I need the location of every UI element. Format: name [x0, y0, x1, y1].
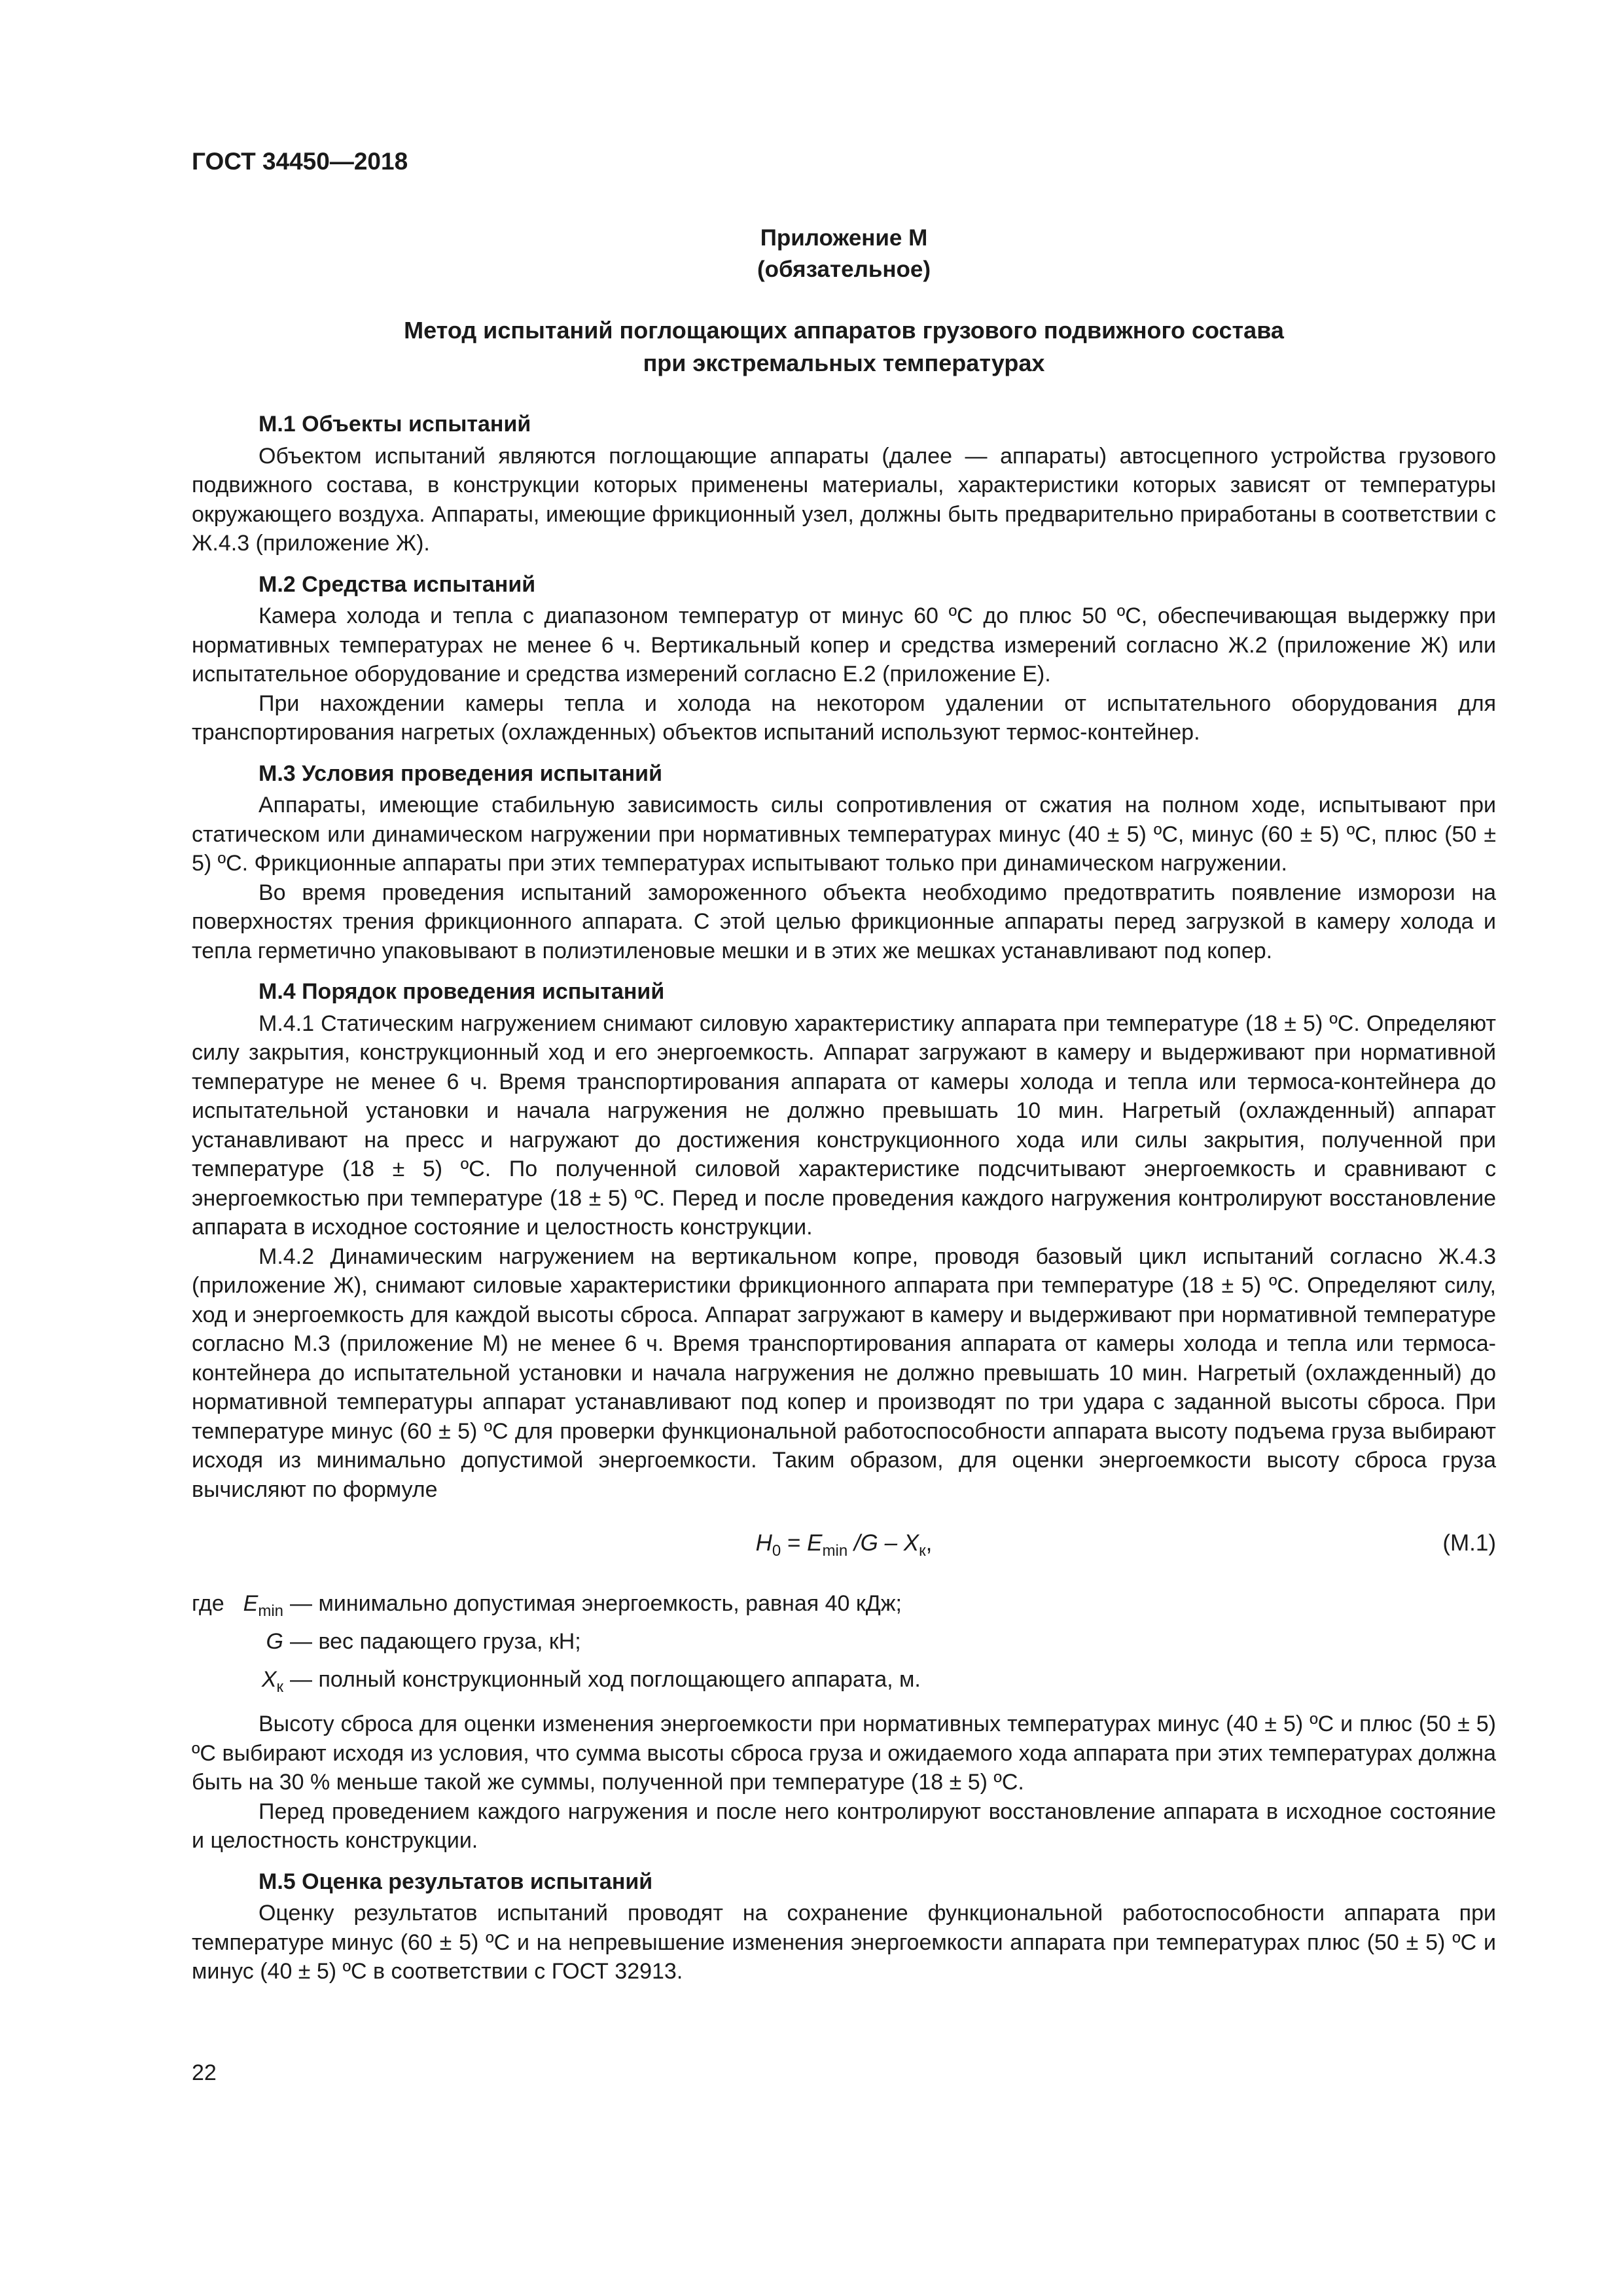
- document-id: ГОСТ 34450—2018: [192, 148, 408, 175]
- paragraph-m3-2: Во время проведения испытаний замороженного объекта необходимо предотвратить появление изморози на поверхностях трения фрикционного аппарата. С этой целью фрикционные аппараты перед загрузкой в камеру холода и тепла герметично упаковывают в полиэтиленовые мешки и в этих же мешках устанавливают под копер.: [192, 880, 1496, 963]
- section-heading-m5: М.5 Оценка результатов испытаний: [259, 1869, 653, 1894]
- document-body: [192, 404, 1496, 1986]
- section-heading-m4: М.4 Порядок проведения испытаний: [259, 979, 665, 1004]
- formula-m1: [192, 1516, 1496, 1573]
- main-title-line-2: при экстремальных температурах: [643, 350, 1045, 376]
- where-label: где: [192, 1591, 224, 1616]
- annex-status: (обязательное): [757, 257, 931, 282]
- paragraph-m5-1: Оценку результатов испытаний проводят на сохранение функциональной работоспособности аппарата при температуре минус (60 ± 5) ºС и на непревышение изменения энергоемкости аппарата при температурах плюс (50 ± 5) ºС и минус (40 ± 5) ºС в соответствии с ГОСТ 32913.: [192, 1901, 1496, 1984]
- paragraph-m3-1: Аппараты, имеющие стабильную зависимость силы сопротивления от сжатия на полном ходе, испытывают при статическом или динамическом нагружении при нормативных температурах минус (40 ± 5) ºС, минус (60 ± 5) ºС, плюс (50 ± 5) ºС. Фрикционные аппараты при этих температурах испытывают только при динамическом нагружении.: [192, 793, 1496, 876]
- definition-symbol: G: [266, 1629, 283, 1654]
- paragraph-m1-1: Объектом испытаний являются поглощающие аппараты (далее — аппараты) автосцепного устройства грузового подвижного состава, в конструкции которых применены материалы, характеристики которых зависят от температуры окружающего воздуха. Аппараты, имеющие фрикционный узел, должны быть предварительно приработаны в соответствии с Ж.4.3 (приложение Ж).: [192, 443, 1496, 556]
- section-heading-m3: М.3 Условия проведения испытаний: [259, 761, 662, 786]
- annex-title: Приложение М: [760, 225, 928, 251]
- annex-header: [192, 223, 1496, 285]
- paragraph-m4-2: М.4.2 Динамическим нагружением на вертикальном копре, проводя базовый цикл испытаний согласно Ж.4.3 (приложение Ж), снимают силовые характеристики фрикционного аппарата при температуре (18 ± 5) ºС. Определяют силу, ход и энергоемкость для каждой высоты сброса. Аппарат загружают в камеру и выдерживают при нормативной температуре согласно М.3 (приложение М) не менее 6 ч. Время транспортирования аппарата от камеры холода и тепла или термоса-контейнера до испытательной установки и начала нагружения не должно превышать 10 мин. Нагретый (охлажденный) до нормативной температуры аппарат устанавливают под копер и производят по три удара с заданной высоты сброса. При температуре минус (60 ± 5) ºС для проверки функциональной работоспособности аппарата высоту подъема груза выбирают исходя из минимально допустимой энергоемкости. Таким образом, для оценки энергоемкости высоту сброса груза вычисляют по формуле: [192, 1244, 1496, 1502]
- definition-symbol: $E_{min}$: [243, 1591, 283, 1620]
- main-title-line-1: Метод испытаний поглощающих аппаратов грузового подвижного состава: [404, 317, 1284, 344]
- definition-text: — минимально допустимая энергоемкость, равная 40 кДж;: [290, 1591, 902, 1616]
- definition-row: [192, 1585, 1496, 1623]
- definition-symbol: $X_к$: [261, 1667, 283, 1696]
- formula-expression: $H_0 = E_{min}$ $/G - X_к$,: [755, 1530, 933, 1560]
- definition-row: [192, 1623, 1496, 1661]
- section-heading-m2: М.2 Средства испытаний: [259, 571, 536, 597]
- paragraph-m4-4: Перед проведением каждого нагружения и после него контролируют восстановление аппарата в исходное состояние и целостность конструкции.: [192, 1799, 1496, 1853]
- paragraph-m4-1: М.4.1 Статическим нагружением снимают силовую характеристику аппарата при температуре (18 ± 5) ºС. Определяют силу закрытия, конструкционный ход и его энергоемкость. Аппарат загружают в камеру и выдерживают при нормативной температуре не менее 6 ч. Время транспортирования аппарата от камеры холода и тепла или термоса-контейнера до испытательной установки и начала нагружения не должно превышать 10 мин. Нагретый (охлажденный) аппарат устанавливают на пресс и нагружают до достижения конструкционного хода или силы закрытия, полученной при температуре (18 ± 5) ºС. По полученной силовой характеристике подсчитывают энергоемкость и сравнивают с энергоемкостью при температуре (18 ± 5) ºС. Перед и после проведения каждого нагружения контролируют восстановление аппарата в исходное состояние и целостность конструкции.: [192, 1011, 1496, 1240]
- main-title: [192, 314, 1496, 380]
- definition-text: — полный конструкционный ход поглощающего аппарата, м.: [290, 1667, 921, 1692]
- paragraph-m2-2: При нахождении камеры тепла и холода на некотором удалении от испытательного оборудования для транспортирования нагретых (охлажденных) объектов испытаний используют термос-контейнер.: [192, 691, 1496, 745]
- paragraph-m2-1: Камера холода и тепла с диапазоном температур от минус 60 ºС до плюс 50 ºС, обеспечивающая выдержку при нормативных температурах не менее 6 ч. Вертикальный копер и средства измерений согласно Ж.2 (приложение Ж) или испытательное оборудование и средства измерений согласно Е.2 (приложение Е).: [192, 603, 1496, 687]
- definition-text: — вес падающего груза, кН;: [290, 1629, 581, 1654]
- page-number: 22: [192, 2060, 217, 2085]
- section-heading-m1: М.1 Объекты испытаний: [259, 412, 531, 437]
- formula-number: (М.1): [1442, 1530, 1496, 1556]
- paragraph-m4-3: Высоту сброса для оценки изменения энергоемкости при нормативных температурах минус (40 ± 5) ºС и плюс (50 ± 5) ºС выбирают исходя из условия, что сумма высоты сброса груза и ожидаемого хода аппарата при этих температурах должна быть на 30 % меньше такой же суммы, полученной при температуре (18 ± 5) ºС.: [192, 1712, 1496, 1795]
- definition-row: [192, 1661, 1496, 1699]
